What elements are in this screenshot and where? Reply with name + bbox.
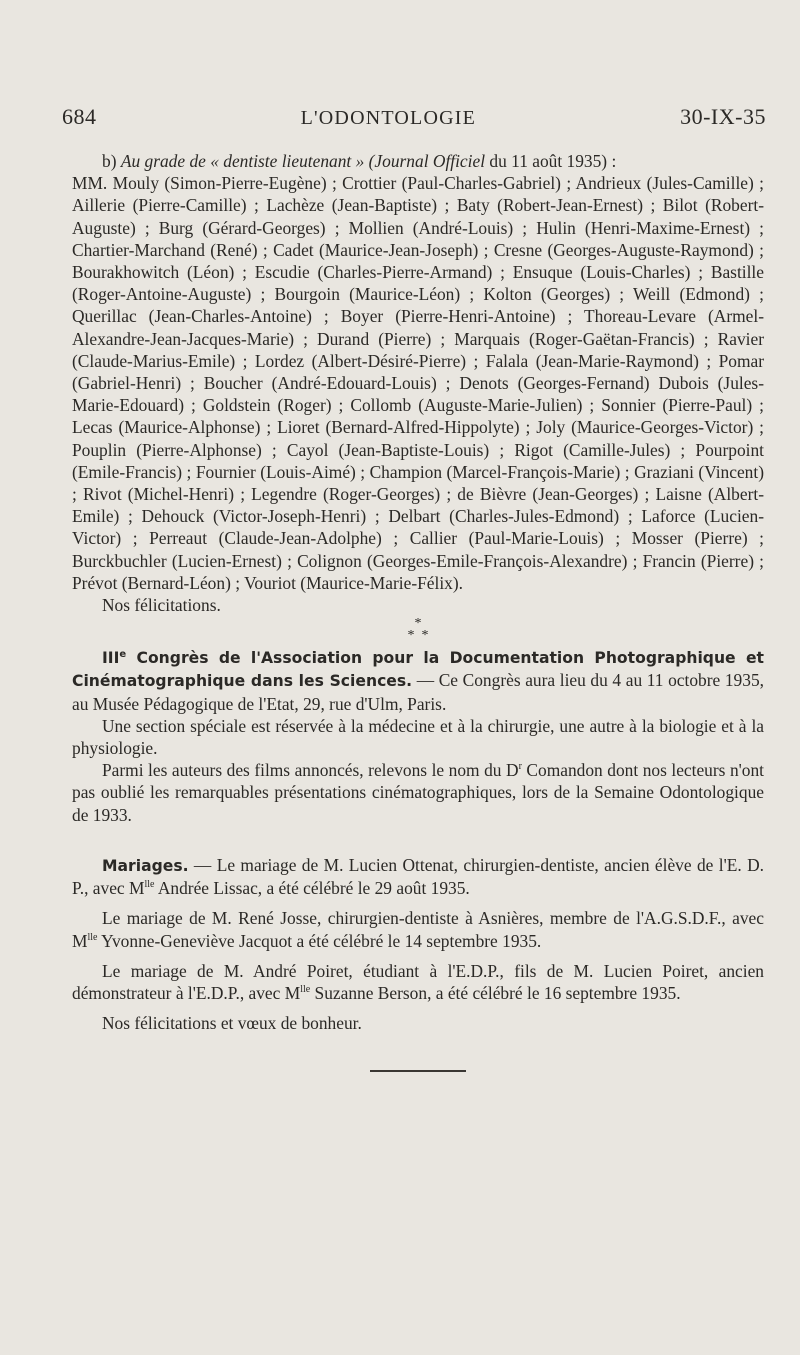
mariages-closing: Nos félicitations et vœux de bonheur.	[102, 1013, 362, 1034]
congress-section-text: Une section spéciale est réservée à la médecine et à la chirurgie, une autre à la biologie et à la physiologie.	[72, 715, 764, 759]
lieutenant-congrats: Nos félicitations.	[102, 595, 221, 616]
mariage-paragraph-2: Le mariage de M. René Josse, chirurgien-dentiste à Asnières, membre de l'A.G.S.D.F., avec $M^{lle}$ Yvonne-Geneviève Jacquot a été célébré le 14 septembre 1935.	[72, 908, 764, 951]
lieutenant-names: MM. Mouly (Simon-Pierre-Eugène) ; Crottier (Paul-Charles-Gabriel) ; Andrieux (Jules-Camille) ; Aillerie (Pierre-Camille) ; Lachèze (Jean-Baptiste) ; Baty (Robert-Jean-Ernest) ; Bilot (Robert-Auguste) ; Burg (Gérard-Georges) ; Mollien (André-Louis) ; Hulin (Henri-Maxime-Ernest) ; Chartier-Marchand (René) ; Cadet (Maurice-Jean-Joseph) ; Cresne (Georges-Auguste-Raymond) ; Bourakhowitch (Léon) ; Escudie (Charles-Pierre-Armand) ; Ensuque (Louis-Charles) ; Bastille (Roger-Antoine-Auguste) ; Bourgoin (Maurice-Léon) ; Kolton (Georges) ; Weill (Edmond) ; Querillac (Jean-Charles-Antoine) ; Boyer (Pierre-Henri-Antoine) ; Thoreau-Levare (Armel-Alexandre-Jean-Jacques-Marie) ; Durand (Pierre) ; Marquais (Roger-Gaëtan-Francis) ; Ravier (Claude-Marius-Emile) ; Lordez (Albert-Désiré-Pierre) ; Falala (Jean-Marie-Raymond) ; Pomar (Gabriel-Henri) ; Boucher (André-Edouard-Louis) ; Denots (Georges-Fernand) Dubois (Jules-Marie-Edouard) ; Goldstein (Roger) ; Collomb (Auguste-Marie-Julien) ; Sonnier (Pierre-Paul) ; Lecas (Maurice-Alphonse) ; Lioret (Bernard-Alfred-Hippolyte) ; Joly (Maurice-Georges-Victor) ; Pouplin (Pierre-Alphonse) ; Cayol (Jean-Baptiste-Louis) ; Rigot (Camille-Jules) ; Pourpoint (Emile-Francis) ; Fournier (Louis-Aimé) ; Champion (Marcel-François-Marie) ; Graziani (Vincent) ; Rivot (Michel-Henri) ; Legendre (Roger-Georges) ; de Bièvre (Jean-Georges) ; Laisne (Albert-Emile) ; Dehouck (Victor-Joseph-Henri) ; Delbart (Charles-Jules-Edmond) ; Laforce (Lucien-Victor) ; Perreaut (Claude-Jean-Adolphe) ; Callier (Paul-Marie-Louis) ; Mosser (Pierre) ; Burckbuchler (Lucien-Ernest) ; Colignon (Georges-Emile-François-Alexandre) ; Francin (Pierre) ; Prévot (Bernard-Léon) ; Vouriot (Maurice-Marie-Félix).	[72, 173, 764, 593]
congress-authors-text: Parmi les auteurs des films annoncés, relevons le nom du $D^r$ Comandon dont nos lecteurs n'ont pas oublié les remarquables présentations cinématographiques, lors de la Semaine Odontologique de 1933.	[72, 760, 765, 825]
journal-title: L'ODONTOLOGIE	[300, 107, 477, 129]
mariages-title: Mariages.	[102, 856, 189, 875]
article-body	[72, 150, 764, 1072]
section-title: Au grade de « dentiste lieutenant »	[120, 151, 365, 171]
congress-text: — Ce Congrès aura lieu du 4 au 11 octobre 1935, au Musée Pédagogique de l'Etat, 29, rue d'Ulm, Paris.	[72, 670, 764, 714]
mariage-paragraph-3: Le mariage de M. André Poiret, étudiant à l'E.D.P., fils de M. Lucien Poiret, ancien démonstrateur à l'E.D.P., avec $M^{lle}$ Suzanne Berson, a été célébré le 16 septembre 1935.	[72, 960, 764, 1003]
mariage-paragraph-1: Mariages. — Le mariage de M. Lucien Ottenat, chirurgien-dentiste, ancien élève de l'E. D. P., avec $M^{lle}$ Andrée Lissac, a été célébré le 29 août 1935.	[72, 854, 764, 899]
section-source: (Journal Officiel	[368, 151, 486, 171]
section-date: du 11 août 1935) :	[489, 151, 617, 171]
end-rule	[370, 1070, 466, 1072]
congress-title: IIIe Congrès de l'Association pour la Documentation Photographique et Cinématographique dans les Sciences.	[72, 649, 764, 691]
congress-paragraph	[72, 646, 764, 715]
issue-date: 30-IX-35	[680, 104, 766, 129]
lieutenant-intro	[72, 150, 764, 172]
asterism-divider: * * *	[407, 616, 429, 644]
page-number: 684	[62, 104, 97, 129]
section-label: b)	[102, 151, 117, 171]
page-header	[62, 104, 766, 138]
